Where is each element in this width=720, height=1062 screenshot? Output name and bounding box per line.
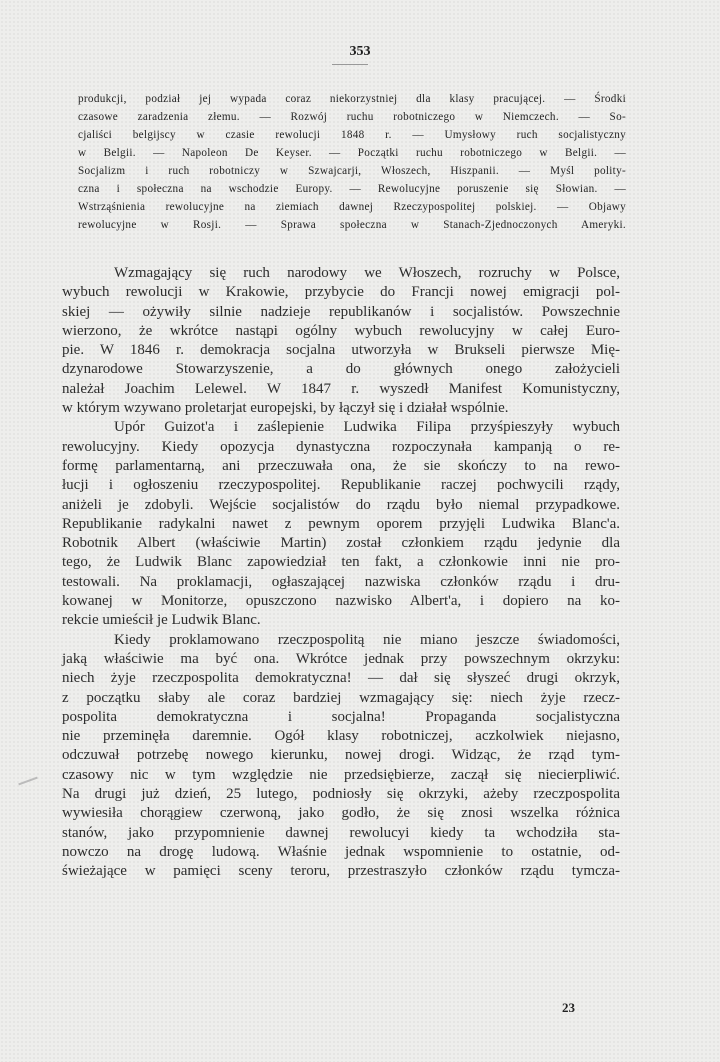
text-line: łucji i ogłoszeniu rzeczypospolitej. Republikanie raczej pochwycili rządy, xyxy=(62,477,620,494)
summary-line: cjaliści belgijscy w czasie rewolucji 1848 r. — Umysłowy ruch socjalistyczny xyxy=(78,129,626,141)
page-number: 353 xyxy=(349,44,371,59)
text-line: skiej — ożywiły silnie nadzieje republikanów i socjalistów. Powszechnie xyxy=(62,303,620,320)
text-line: tego, że Ludwik Blanc zapowiedział ten fakt, a członkowie inni nie pro- xyxy=(62,554,620,571)
text-line: niech żyje rzeczpospolita demokratyczna! — dał się słyszeć drugi okrzyk, xyxy=(62,670,620,687)
text-line: dzynarodowe Stowarzyszenie, a do głównych onego założycieli xyxy=(62,361,620,378)
text-line: nowczo na drogę ludową. Właśnie jednak wspomnienie to ostatnie, od- xyxy=(62,843,620,860)
summary-line: w Belgii. — Napoleon De Keyser. — Początki ruchu robotniczego w Belgii. — xyxy=(78,147,626,159)
text-line: wierzono, że wkrótce nastąpi ogólny wybuch rewolucyjny w całej Euro- xyxy=(62,322,620,339)
body-text xyxy=(62,264,620,882)
text-line: Wzmagający się ruch narodowy we Włoszech, rozruchy w Polsce, xyxy=(114,265,620,281)
summary-line: Socjalizm i ruch robotniczy w Szwajcarji, Włoszech, Hiszpanii. — Myśl polity- xyxy=(78,165,626,177)
text-line: z początku słaby ale coraz bardziej wzmagający się: niech żyje rzecz- xyxy=(62,689,620,706)
text-line: Republikanie radykalni nawet z pewnym oporem przyjęli Ludwika Blanc'a. xyxy=(62,515,620,532)
text-line: testowali. Na proklamacji, ogłaszającej nazwiska członków rządu i dru- xyxy=(62,573,620,590)
text-line: kowanej w Monitorze, opuszczono nazwisko Albert'a, i dopiero na ko- xyxy=(62,593,620,610)
summary-line: Wstrząśnienia rewolucyjne na ziemiach dawnej Rzeczypospolitej polskiej. — Objawy xyxy=(78,201,626,213)
header-rule xyxy=(332,64,368,65)
text-line: czasowy nic w tym względzie nie przedsiębierze, zaczął się niecierpliwić. xyxy=(62,766,620,783)
text-line: stanów, jako przypomnienie dawnej rewolucyi kiedy ta wchodziła sta- xyxy=(62,824,620,841)
text-line: pospolita demokratyczna i socjalna! Propaganda socjalistyczna xyxy=(62,708,620,725)
text-line: należał Joachim Lelewel. W 1847 r. wyszedł Manifest Komunistyczny, xyxy=(62,380,620,397)
text-line: aniżeli je zdobyli. Wejście socjalistów do rządu było niemal przypadkowe. xyxy=(62,496,620,513)
text-line: w którym wzywano proletarjat europejski, by łączył się i działał wspólnie. xyxy=(62,400,509,417)
summary-line: rewolucyjne w Rosji. — Sprawa społeczna w Stanach-Zjednoczonych Ameryki. xyxy=(78,219,626,231)
signature-mark: 23 xyxy=(562,1000,575,1015)
text-line: pie. W 1846 r. demokracja socjalna utworzyła w Brukseli pierwsze Mię- xyxy=(62,342,620,359)
text-line: wywiesiła chorągiew czerwoną, jako godło, że się znosi wszelka różnica xyxy=(62,805,620,822)
text-line: rewolucyjny. Kiedy opozycja dynastyczna rozpoczynała kampanją o re- xyxy=(62,438,620,455)
margin-pencil-mark xyxy=(18,777,37,786)
text-line: wybuch rewolucji w Krakowie, przybycie do Francji nowej emigracji pol- xyxy=(62,284,620,301)
text-line: Kiedy proklamowano rzeczpospolitą nie miano jeszcze świadomości, xyxy=(114,631,620,648)
summary-line: produkcji, podział jej wypada coraz niekorzystniej dla klasy pracującej. — Środki xyxy=(78,93,626,105)
text-line: Na drugi już dzień, 25 lutego, podniosły się okrzyki, ażeby rzeczpospolita xyxy=(62,786,620,803)
summary-line: czasowe zaradzenia złemu. — Rozwój ruchu robotniczego w Niemczech. — So- xyxy=(78,111,626,123)
text-line: Upór Guizot'a i zaślepienie Ludwika Filipa przyśpieszyły wybuch xyxy=(114,419,620,436)
text-line: jaką właściwie ma być ona. Wkrótce jednak przy powszechnym okrzyku: xyxy=(62,650,620,667)
text-line: nie przeminęła daremnie. Ogół klasy robotniczej, aczkolwiek niejasno, xyxy=(62,728,620,745)
text-line: formę parlamentarną, ani przeczuwała ona, że sie skończy to na rewo- xyxy=(62,457,620,474)
text-line: odczuwał potrzebę nowego kierunku, nowej drogi. Widząc, że rząd tym- xyxy=(62,747,620,764)
summary-line: czna i społeczna na wschodzie Europy. — Rewolucyjne poruszenie się Słowian. — xyxy=(78,183,626,195)
text-line: świeżające w pamięci sceny teroru, przestraszyło członków rządu tymcza- xyxy=(62,863,620,880)
text-line: rekcie umieścił je Ludwik Blanc. xyxy=(62,612,261,629)
chapter-summary xyxy=(78,90,626,234)
text-line: Robotnik Albert (właściwie Martin) został członkiem rządu jedynie dla xyxy=(62,535,620,552)
